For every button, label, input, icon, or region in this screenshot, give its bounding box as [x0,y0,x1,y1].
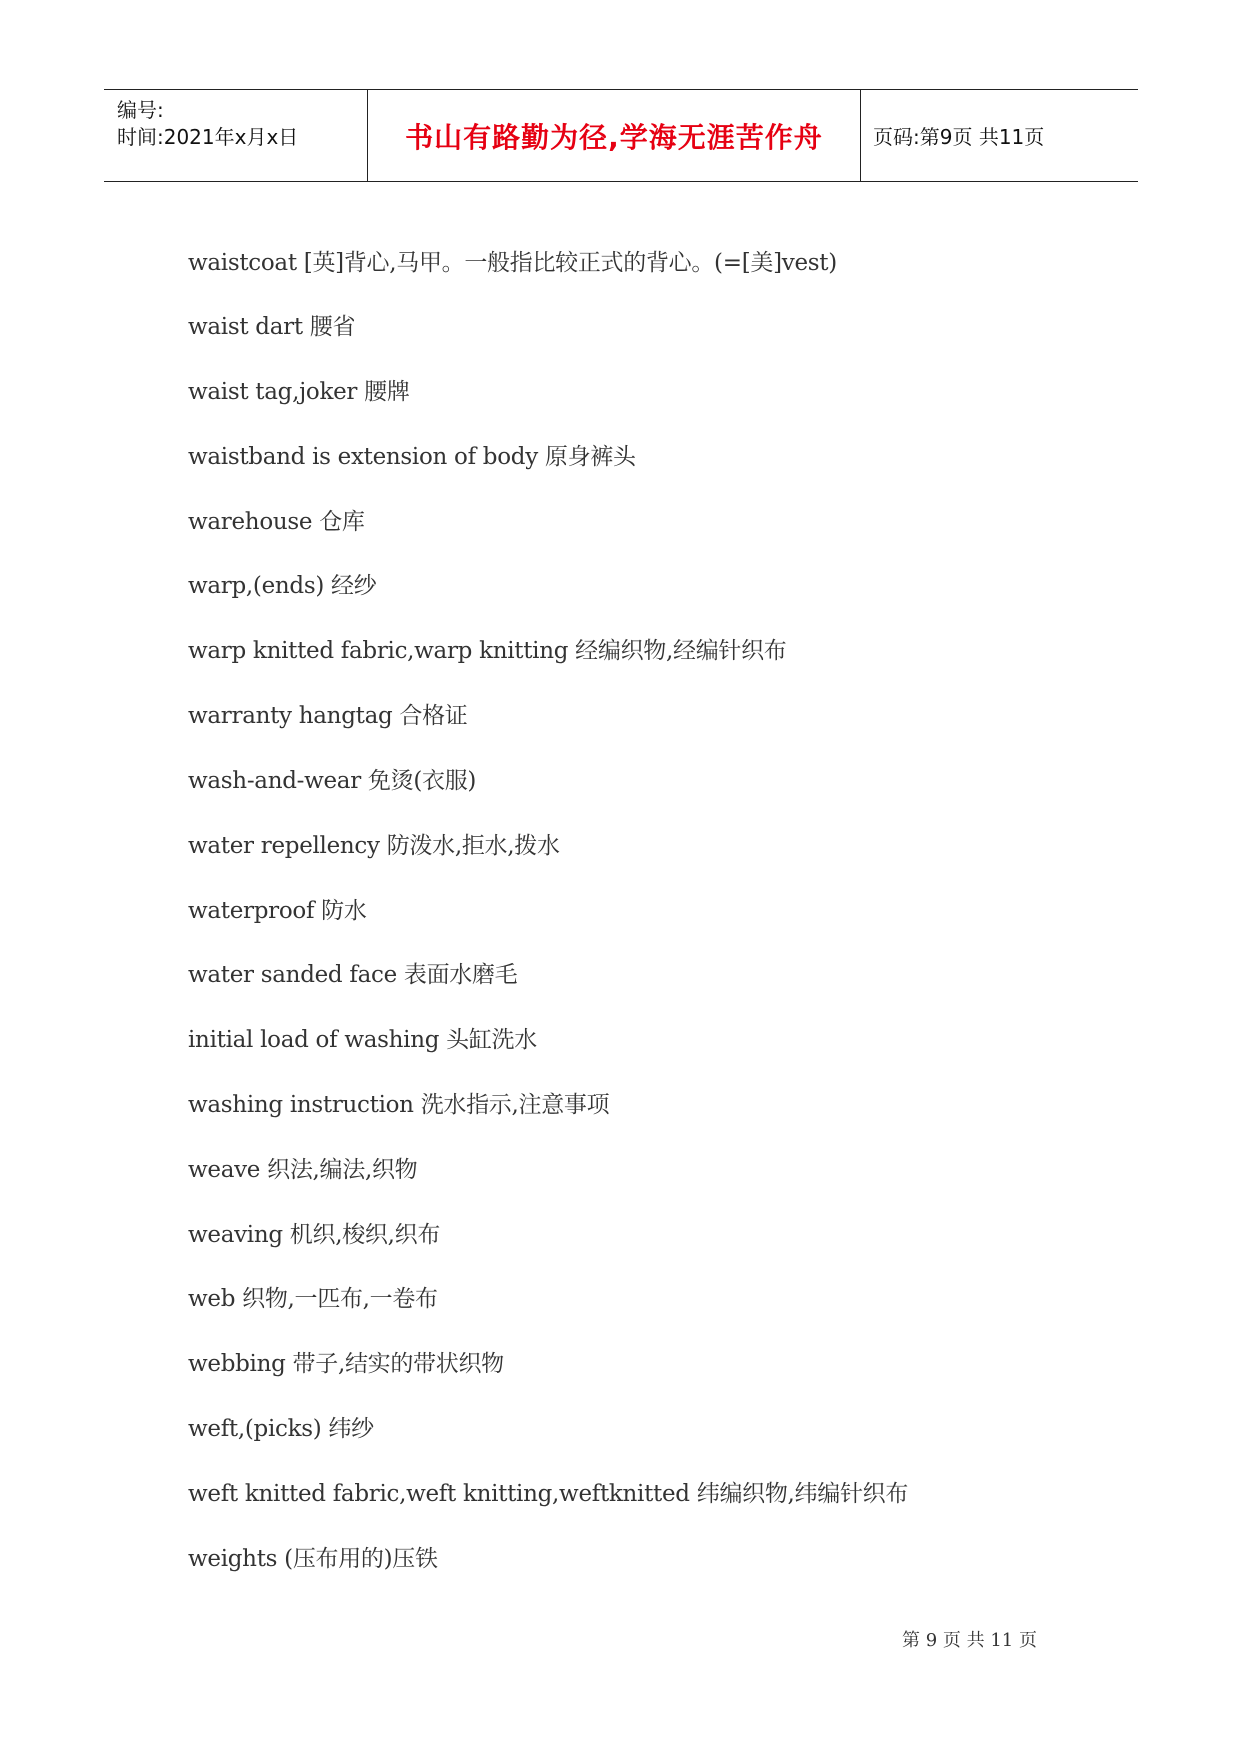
glossary-entry: weave 织法,编法,织物 [188,1157,418,1183]
page-footer: 第 9 页 共 11 页 [902,1630,1037,1651]
glossary-entry: warp knitted fabric,warp knitting 经编织物,经编针织布 [188,638,787,664]
document-header [104,89,1138,182]
glossary-entry: weights (压布用的)压铁 [188,1546,438,1572]
header-page-info: 页码:第9页 共11页 [873,125,1045,149]
glossary-entry: waist tag,joker 腰牌 [188,379,410,405]
glossary-entry: wash-and-wear 免烫(衣服) [188,768,477,794]
header-page-cell [861,90,1138,181]
glossary-entry: waistcoat [英]背心,马甲。一般指比较正式的背心。(=[美]vest) [188,250,837,276]
header-meta-cell [104,90,368,181]
glossary-entry: water repellency 防泼水,拒水,拨水 [188,833,560,859]
header-motto-cell [368,90,861,181]
glossary-entry: waistband is extension of body 原身裤头 [188,444,636,470]
glossary-entry: webbing 带子,结实的带状织物 [188,1351,504,1377]
document-number-label: 编号: [117,98,164,122]
glossary-entry: warehouse 仓库 [188,509,365,535]
glossary-entry: weft,(picks) 纬纱 [188,1416,374,1442]
glossary-entry: initial load of washing 头缸洗水 [188,1027,537,1053]
glossary-entry: warp,(ends) 经纱 [188,573,377,599]
glossary-entry: waterproof 防水 [188,898,367,924]
glossary-entry: washing instruction 洗水指示,注意事项 [188,1092,610,1118]
glossary-entry: weaving 机织,梭织,织布 [188,1222,441,1248]
document-date-label: 时间:2021年x月x日 [117,125,299,149]
glossary-entry: warranty hangtag 合格证 [188,703,468,729]
glossary-entry: water sanded face 表面水磨毛 [188,962,518,988]
glossary-entry: waist dart 腰省 [188,314,356,340]
glossary-entry: web 织物,一匹布,一卷布 [188,1286,438,1312]
glossary-entry: weft knitted fabric,weft knitting,weftknitted 纬编织物,纬编针织布 [188,1481,909,1507]
motto-text: 书山有路勤为径,学海无涯苦作舟 [405,120,823,154]
